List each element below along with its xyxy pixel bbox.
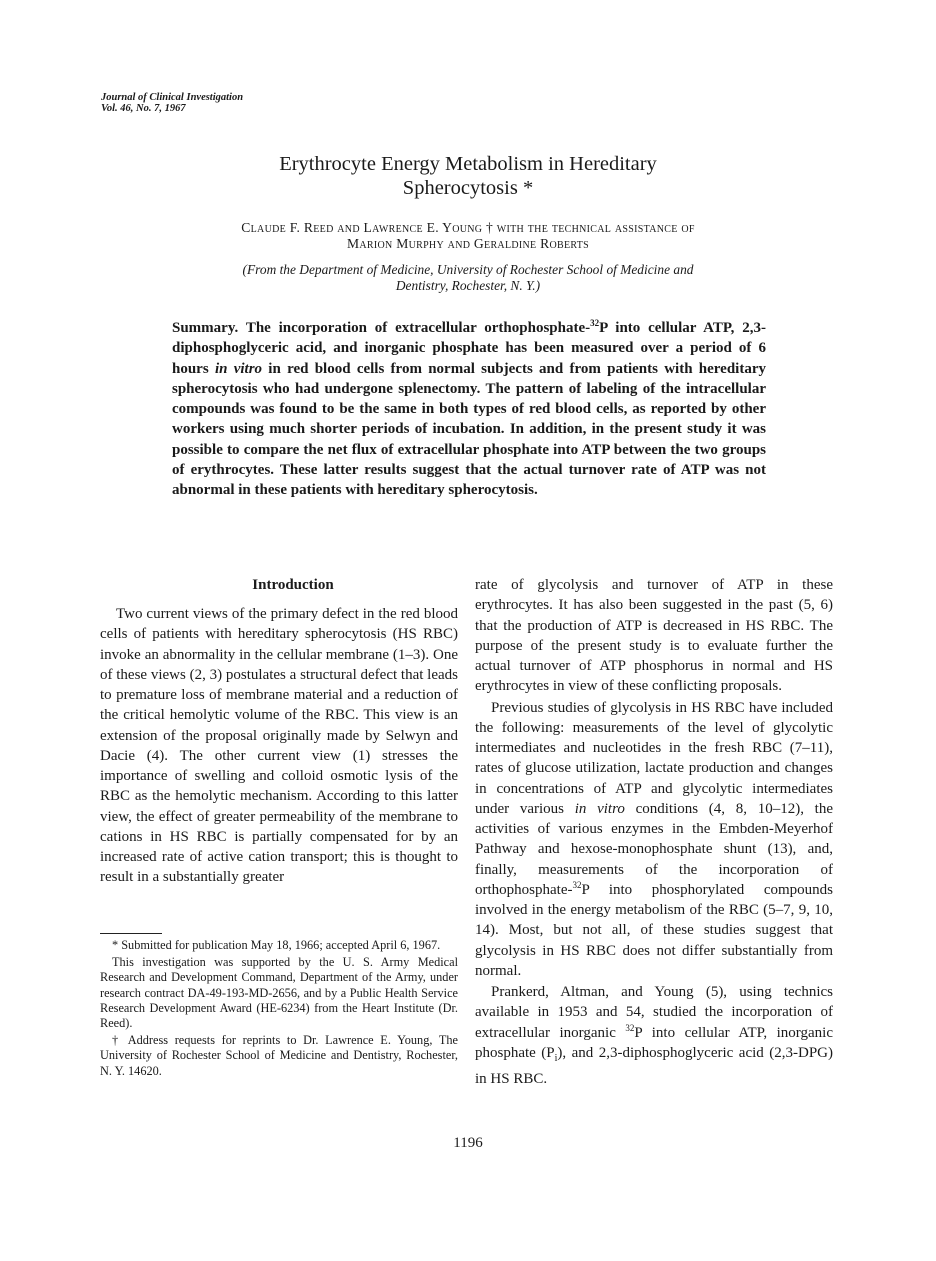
page-number: 1196 [453,1135,483,1151]
affiliation-line-1: (From the Department of Medicine, University of Rochester School of Medicine and [242,262,694,277]
title-line-2: Spherocytosis * [402,177,534,199]
p3-text-a: Prankerd, Altman, and Young (5), using technics available in 1953 and 54, studied the incorporation of extracellular inorganic [475,984,833,1041]
title-line-1: Erythrocyte Energy Metabolism in Hereditary [279,153,657,175]
intro-paragraph-1: Two current views of the primary defect in the red blood cells of patients with hereditary spherocytosis (HS RBC) invoke an abnormality in the cellular membrane (1–3). One of these views (2, 3) postulates a structural defect that leads to premature loss of membrane material and a reduction of the critical hemolytic volume of the RBC. This view is an extension of the proposal originally made by Selwyn and Dacie (4). The other current view (1) stresses the importance of swelling and colloid osmotic lysis of the RBC as the hemolytic mechanism. According to this latter view, the effect of greater permeability of the membrane to cations in HS RBC is partially compensated for by an increased rate of active cation transport; this is thought to result in a substantially greater [100,606,458,886]
journal-citation [101,92,243,114]
footnote-funding: This investigation was supported by the U. S. Army Medical Research and Development Command, Department of the Army, under research contract DA-49-193-MD-2656, and by a Public Health Service Research Development Award (HE-6234) from the Heart Institute (Dr. Reed). [100,955,458,1031]
summary-label: Summary. [172,320,239,336]
journal-name: Journal of Clinical Investigation [101,92,244,103]
author-list [0,220,936,252]
isotope-superscript: 32 [590,318,600,328]
summary-text-3: in red blood cells from normal subjects and from patients with hereditary spherocytosis who had undergone splenectomy. The pattern of labeling of the intracellular compounds was found to be the same in both types of red blood cells, as reported by other workers using much shorter periods of incubation. In addition, in the present study it was possible to compare the net flux of extracellular phosphate into ATP between the two groups of erythrocytes. These latter results suggest that the actual turnover rate of ATP was not abnormal in these patients with hereditary spherocytosis. [172,360,766,499]
p2-italic: in vitro [574,800,625,817]
p3-superscript: 32 [625,1022,635,1033]
footnote-divider [100,933,162,934]
article-title [0,152,936,200]
footnotes [100,938,458,1081]
intro-paragraph-continued: rate of glycolysis and turnover of ATP in these erythrocytes. It has also been suggested in the past (5, 6) that the production of ATP is decreased in HS RBC. The purpose of the present study is to evaluate further the actual turnover of ATP phosphorus in normal and HS erythrocytes in view of these conflicting proposals. [475,577,833,695]
section-heading-introduction: Introduction [252,577,334,593]
p2-text-a: Previous studies of glycolysis in HS RBC have included the following: measurements of the level of glycolytic intermediates and nucleotides in the fresh RBC (7–11), rates of glucose utilization, lactate production and changes in concentrations of ATP and glycolytic intermediates under various [475,699,833,817]
intro-paragraph-3 [475,982,833,1089]
p2-text-b: conditions (4, 8, 10–12), the activities of various enzymes in the Embden-Meyerhof Pathway and hexose-monophosphate shunt (13), and, finally, measurements of the incorporation of orthophosphate- [475,800,833,898]
right-column [475,575,833,1089]
journal-volume: Vol. 46, No. 7, 1967 [101,103,186,114]
authors-line-2: Marion Murphy and Geraldine Roberts [346,236,590,251]
p2-text-c: P into phosphorylated compounds involved in the energy metabolism of the RBC (5–7, 9, 10, 14). Most, but not all, of these studies suggest that glycolysis in HS RBC does not differ substantially from normal. [475,881,833,979]
footnote-reprints: † Address requests for reprints to Dr. Lawrence E. Young, The University of Rochester School of Medicine and Dentistry, Rochester, N. Y. 14620. [100,1033,458,1078]
affiliation-line-2: Dentistry, Rochester, N. Y.) [395,278,541,293]
intro-paragraph-2 [475,698,833,982]
summary-text-2: P into cellular ATP, 2,3-diphosphoglyceric acid, and inorganic phosphate has been measured over a period of 6 hours [172,320,766,377]
p3-text-c: ), and 2,3-diphosphoglyceric acid (2,3-DPG) in HS RBC. [475,1044,833,1087]
p3-text-b: P into cellular ATP, inorganic phosphate (P [475,1024,833,1061]
summary-abstract [172,318,766,501]
p2-superscript: 32 [572,879,582,890]
left-column [100,604,458,888]
affiliation [0,262,936,294]
summary-text-1: The incorporation of extracellular orthophosphate- [238,320,591,336]
p3-subscript: i [554,1052,558,1064]
summary-italic: in vitro [214,360,263,377]
footnote-submitted: * Submitted for publication May 18, 1966; accepted April 6, 1967. [112,938,441,952]
authors-line-1: Claude F. Reed and Lawrence E. Young † with the technical assistance of [241,220,695,235]
